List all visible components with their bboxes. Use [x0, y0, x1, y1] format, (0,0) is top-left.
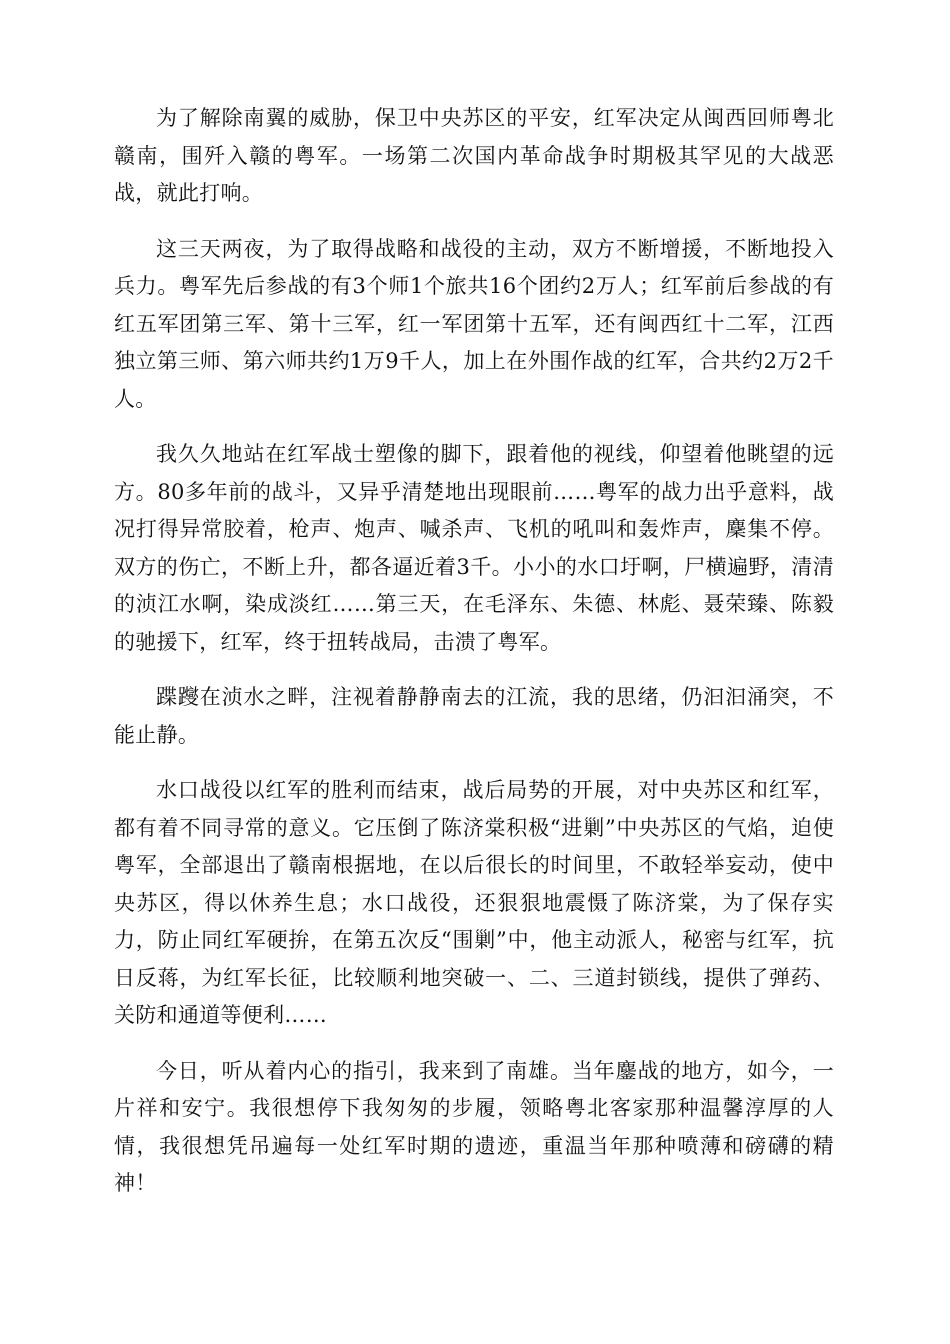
paragraph-4: 蹀躞在浈水之畔，注视着静静南去的江流，我的思绪，仍汩汩涌突，不能止静。: [114, 685, 834, 747]
paragraph-2: 这三天两夜，为了取得战略和战役的主动，双方不断增援，不断地投入兵力。粤军先后参战的有3个师1个旅共16个团约2万人；红军前后参战的有红五军团第三军、第十三军，红一军团第十五军，还有闽西红十二军，江西独立第三师、第六师共约1万9千人，加上在外围作战的红军，合共约2万2千人。: [114, 236, 834, 411]
paragraph-1: 为了解除南翼的威胁，保卫中央苏区的平安，红军决定从闽西回师粤北赣南，围歼入赣的粤军。一场第二次国内革命战争时期极其罕见的大战恶战，就此打响。: [114, 106, 834, 205]
paragraph-5: 水口战役以红军的胜利而结束，战后局势的开展，对中央苏区和红军，都有着不同寻常的意义。它压倒了陈济棠积极“进剿”中央苏区的气焰，迫使粤军，全部退出了赣南根据地，在以后很长的时间里，不敢轻举妄动，使中央苏区，得以休养生息；水口战役，还狠狠地震慑了陈济棠，为了保存实力，防止同红军硬拚，在第五次反“围剿”中，他主动派人，秘密与红军，抗日反蒋，为红军长征，比较顺利地突破一、二、三道封锁线，提供了弹药、关防和通道等便利……: [114, 778, 834, 1027]
paragraph-3: 我久久地站在红军战士塑像的脚下，跟着他的视线，仰望着他眺望的远方。80多年前的战斗，又异乎清楚地出现眼前……粤军的战力出乎意料，战况打得异常胶着，枪声、炮声、喊杀声、飞机的吼叫和轰炸声，麇集不停。双方的伤亡，不断上升，都各逼近着3千。小小的水口圩啊，尸横遍野，清清的浈江水啊，染成淡红……第三天，在毛泽东、朱德、林彪、聂荣臻、陈毅的驰援下，红军，终于扭转战局，击溃了粤军。: [114, 442, 834, 654]
paragraph-6: 今日，听从着内心的指引，我来到了南雄。当年鏖战的地方，如今，一片祥和安宁。我很想停下我匆匆的步履，领略粤北客家那种温馨淳厚的人情，我很想凭吊遍每一处红军时期的遗迹，重温当年那种喷薄和磅礴的精神！: [114, 1058, 834, 1195]
document-page: [114, 100, 834, 1221]
